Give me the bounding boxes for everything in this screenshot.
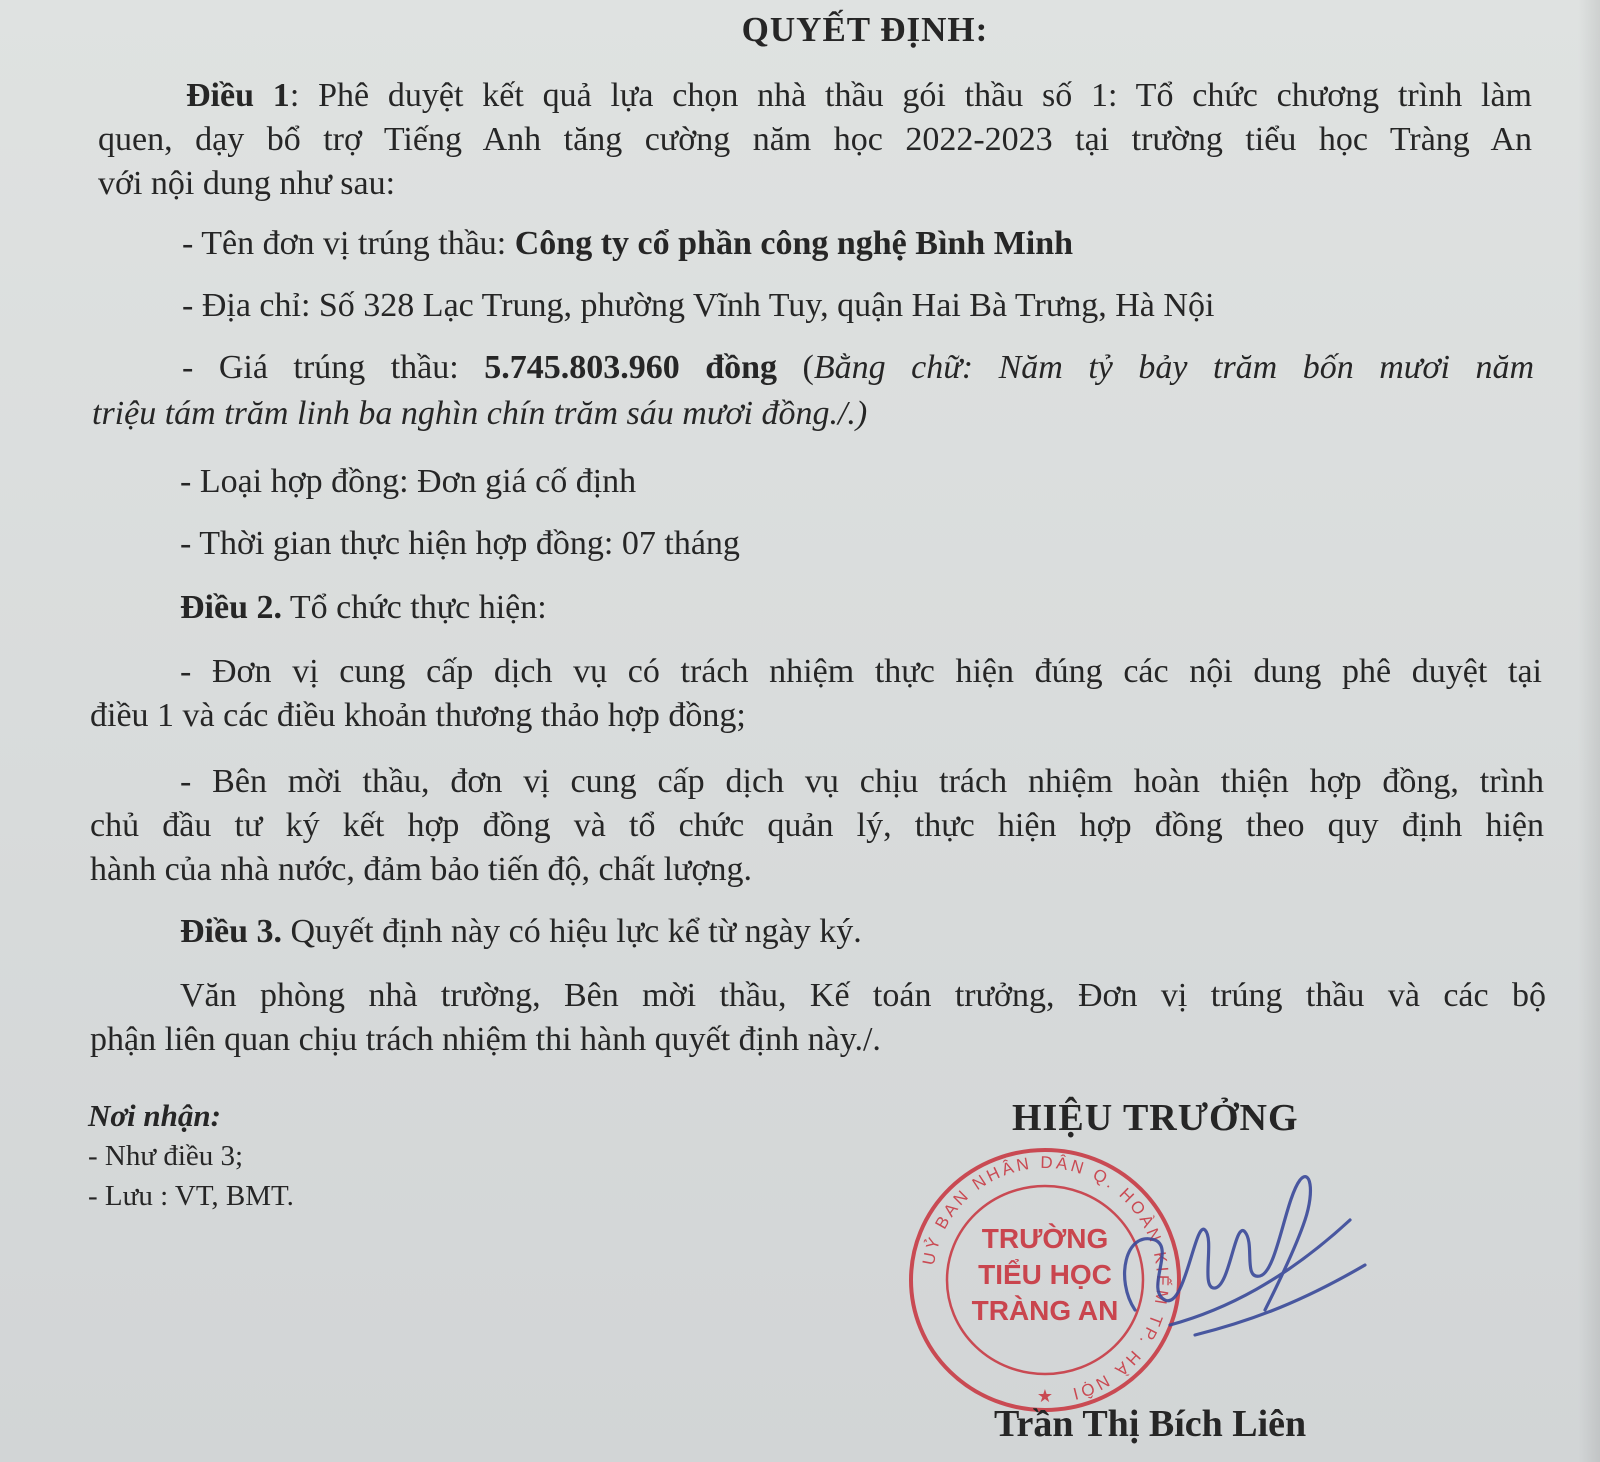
recipients-block bbox=[88, 1096, 294, 1216]
dieu2-title: Tổ chức thực hiện: bbox=[282, 589, 547, 626]
dieu1-line1-text: : Phê duyệt kết quả lựa chọn nhà thầu gói thầu số 1: Tổ chức chương trình làm bbox=[289, 77, 1532, 114]
price-open-paren: ( bbox=[777, 349, 814, 386]
contract-duration-line: - Thời gian thực hiện hợp đồng: 07 tháng bbox=[180, 525, 740, 562]
recipients-heading: Nơi nhận: bbox=[88, 1098, 221, 1133]
stamp-star-icon: ★ bbox=[1036, 1386, 1054, 1406]
address-line: - Địa chỉ: Số 328 Lạc Trung, phường Vĩnh Tuy, quận Hai Bà Trưng, Hà Nội bbox=[182, 287, 1215, 324]
winner-name-prefix: - Tên đơn vị trúng thầu: bbox=[182, 225, 515, 262]
price-close-paren: ) bbox=[855, 395, 868, 432]
price-value: 5.745.803.960 đồng bbox=[484, 349, 778, 386]
signer-title: HIỆU TRƯỞNG bbox=[1012, 1097, 1299, 1139]
price-words-line2 bbox=[92, 392, 867, 436]
dieu2-heading bbox=[180, 586, 547, 630]
dieu1-label: Điều 1 bbox=[186, 77, 290, 114]
recipient-item: - Lưu : VT, BMT. bbox=[88, 1180, 294, 1212]
dieu1-line1 bbox=[186, 74, 1532, 118]
stamp-outer-text: UỶ BAN NHÂN DÂN Q. HOÀN KIẾM TP. HÀ NỘI bbox=[918, 1152, 1173, 1404]
dieu1-line3: với nội dung như sau: bbox=[98, 165, 396, 202]
page-edge-shadow bbox=[1578, 0, 1600, 1462]
winner-name-value: Công ty cổ phần công nghệ Bình Minh bbox=[514, 225, 1074, 262]
recipient-item: - Như điều 3; bbox=[88, 1140, 244, 1172]
stamp-line2: TIỂU HỌC bbox=[978, 1259, 1112, 1290]
document-title: QUYẾT ĐỊNH: bbox=[741, 10, 989, 49]
dieu2-p2-line1: - Bên mời thầu, đơn vị cung cấp dịch vụ chịu trách nhiệm hoàn thiện hợp đồng, trình bbox=[180, 763, 1544, 800]
signer-name: Trần Thị Bích Liên bbox=[994, 1403, 1307, 1445]
closing-line2: phận liên quan chịu trách nhiệm thi hành quyết định này./. bbox=[90, 1021, 881, 1058]
dieu3-line bbox=[180, 910, 862, 954]
stamp-line3: TRÀNG AN bbox=[971, 1295, 1119, 1326]
dieu3-label: Điều 3. bbox=[180, 913, 282, 950]
price-words-line1: Bằng chữ: Năm tỷ bảy trăm bốn mươi năm bbox=[813, 349, 1534, 386]
dieu2-p1-line1: - Đơn vị cung cấp dịch vụ có trách nhiệm thực hiện đúng các nội dung phê duyệt tại bbox=[180, 653, 1542, 690]
dieu3-text: Quyết định này có hiệu lực kể từ ngày ký. bbox=[282, 913, 862, 950]
handwritten-signature bbox=[1095, 1160, 1385, 1360]
dieu2-p1-line2: điều 1 và các điều khoản thương thảo hợp đồng; bbox=[90, 697, 746, 734]
dieu2-p2-line2: chủ đầu tư ký kết hợp đồng và tổ chức quản lý, thực hiện hợp đồng theo quy định hiện bbox=[90, 807, 1544, 844]
stamp-line1: TRƯỜNG bbox=[981, 1223, 1109, 1254]
dieu1-line2: quen, dạy bổ trợ Tiếng Anh tăng cường năm học 2022-2023 tại trường tiểu học Tràng An bbox=[98, 121, 1532, 158]
dieu2-p2-line3: hành của nhà nước, đảm bảo tiến độ, chất lượng. bbox=[90, 851, 752, 888]
price-words-line2-text: triệu tám trăm linh ba nghìn chín trăm sáu mươi đồng./. bbox=[92, 395, 856, 432]
winner-name-line bbox=[182, 222, 1073, 266]
closing-line1: Văn phòng nhà trường, Bên mời thầu, Kế toán trưởng, Đơn vị trúng thầu và các bộ bbox=[180, 977, 1546, 1014]
price-line bbox=[182, 346, 1534, 390]
dieu2-label: Điều 2. bbox=[180, 589, 282, 626]
contract-type-line: - Loại hợp đồng: Đơn giá cố định bbox=[180, 463, 637, 500]
price-prefix: - Giá trúng thầu: bbox=[182, 349, 485, 386]
